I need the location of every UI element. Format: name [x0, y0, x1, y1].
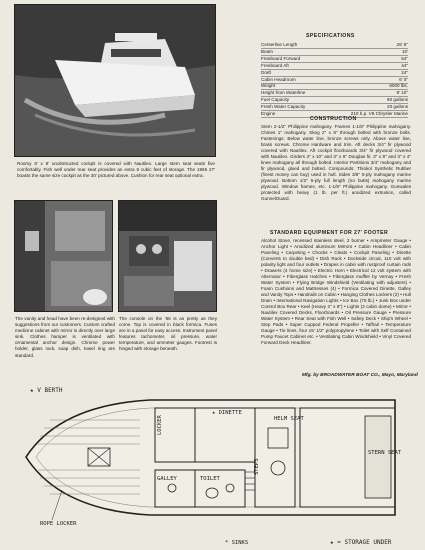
- helm-seat-label: HELM SEAT: [274, 416, 304, 422]
- spec-value: 10': [402, 48, 408, 54]
- spec-value: 60 gallons: [387, 97, 408, 103]
- spec-value: 44": [401, 62, 408, 68]
- steps-label: STEPS: [254, 458, 260, 475]
- spec-value: 6000 lbs.: [389, 83, 408, 89]
- locker-label: LOCKER: [157, 415, 163, 435]
- v-berth-label: ★ V BERTH: [30, 387, 63, 394]
- spec-label: Height from Waterline: [261, 90, 306, 96]
- spec-label: Beam: [261, 48, 274, 54]
- rope-locker-label: ROPE LOCKER: [40, 521, 77, 527]
- equipment-title: STANDARD EQUIPMENT FOR 27' FOOTER: [270, 230, 389, 236]
- sinks-label: * SINKS: [225, 540, 249, 546]
- stern-seat-label: STERN SEAT: [368, 450, 402, 456]
- console-image: [119, 201, 217, 312]
- spec-label: Fresh Water Capacity: [261, 104, 306, 110]
- spec-value: 24": [401, 69, 408, 75]
- photo-console: [118, 200, 217, 312]
- spec-label: Freeboard Forward: [261, 55, 301, 61]
- spec-label: Weight: [261, 83, 276, 89]
- toilet-label: TOILET: [200, 476, 220, 482]
- equipment-text: Alcohol Stove, recessed stainless steel, 2 burner • Ampmeter Gauge • Anchor Light • Anodized aluminum Mirrors • Cabin Headliner • Cabin Paneling • Carpeting • Chocks • Cleats • Cockpit Paneling • Dinette (Converts to double bed) • Dish Rack • Dockside circuit, 110 volt with polarity light and four outlets • Drapes in cabin with rustproof curtain rods • Drawers (4 home size) • Electric Horn • Electrical 12 volt system with Alternator • Fiberglass Hatches • Fiberglass muffler by Vernay • Fresh Water System • Flying Bridge Windshield (Ventilating with adjusters) • Foam Cushions and Mattresses (4) • Formica Covered Dinette, Galley and Vanity Tops • Handrails on Cabin • Hanging Clothes Lockers (2) • Hull Drain • International Navigation Lights • Ice Box (75 lb.) • Junk Box under Control Box Rear • Keel (Heavy 2" x 8") • Lights (3 cabin dome) • Mirror • Nautilex Covered Decks, Floorboards • Oil Pressure Gauge • Pressure Water System • Rear Seat with Fish Well • Safety Deck • Ship's Wheel • Step Pads • Super Cupped Federal Propeller • Taffrail • Temperature Gauge • Tie lines, four 15' 1/2" polypropylene • Toilet with Self Contained Pump Faucet Cabinet etc. • Ventilating Cabin Windshield • Vinyl Covered Forward Deck Headliner.: [261, 238, 411, 345]
- manufacturer-line: Mfg. by BROADWATER BOAT CO., Mayo, Maryland: [302, 373, 418, 378]
- head-caption: The vanity and head have been re-designed with suggestions from our customers. Custom crafted medicine cabinet with mirror is directly over large sink. Clothes hamper is ventilated with ornamental anchor design. Chrome power holder, glass rack, soap dish, towel ring are standard.: [15, 316, 115, 358]
- construction-text: Stem 2-1/2" Philippine mahogany. Frames 1-1/8" Philippine mahogany. Chines 1" mahogany. Skeg 2" x 8" through bolted with bronze bolts. Fastenings: Below water line, bronze screws only. Above water line, brass screws. Chrome Hardware and trim. Aft decks 3/4" fir plywood covered with Nautilex. Aft cockpit floorboards 3/4" fir plywood covered with Nautilex. Girders 3" x 10" and 3" x 6" Douglas fir. 3" x 8" and 3" x 4" knee mahogany all through bolted. Interior Partitions 3/4" mahogany and fir plywood, glued and bolted. Compounds: Thiokol Synthetic Rubber (finest money can buy) used in hull. Sides 3/8" 5-ply mahogany marine plywood. Bottom 1/2" 5-ply full length (no butts) mahogany marine plywood. Window frames, etc. 1-1/8" Philippine mahogany. Gunwales protected with heavy (1 lb. per ft.) anodized extrusion, called GunnelGuard.: [261, 124, 411, 201]
- spec-label: Centerline Length: [261, 42, 298, 47]
- console-caption: The console on the '66 is as pretty as they come. Top is covered in black formica. Fuses are in a panel for easy access. Instrument panel features tachometer, oil pressure, water temperature, and ammeter gauges. Footrest is hinged with storage beneath.: [119, 316, 217, 352]
- spec-value: 210 h.p. V8 Chrysler Marine: [350, 111, 408, 116]
- spec-label: Fuel Capacity: [261, 97, 290, 103]
- dinette-label: ★ DINETTE: [212, 410, 242, 416]
- spec-value: 9' 10": [396, 90, 408, 96]
- photo-head-vanity: [14, 200, 113, 312]
- spec-label: Freeboard Aft: [261, 62, 289, 68]
- spec-value: 54": [401, 55, 408, 61]
- spec-label: Cabin Headroom: [261, 76, 296, 82]
- boat-underway-image: [15, 5, 216, 157]
- stern-seat-block: [365, 416, 391, 498]
- construction-title: CONSTRUCTION: [310, 116, 357, 122]
- galley-label: GALLEY: [157, 476, 177, 482]
- spec-value: 26' 6": [396, 42, 408, 47]
- cockpit-caption: Roomy 8' x 8' unobstructed cockpit is covered with Nautilex. Large stern seat seats five comfortably. Fish well under rear seat provides an extra 8 cubic feet of storage. The 1965 27' boasts the same size cockpit as the 30' pictured above. Cushion for rear seat optional extra.: [17, 161, 215, 179]
- rope-locker-leader: [52, 490, 62, 520]
- storage-legend: ★ = STORAGE UNDER: [330, 539, 392, 546]
- spec-value: 6' 0": [399, 76, 408, 82]
- spec-label: Draft: [261, 69, 271, 75]
- specifications-title: SPECIFICATIONS: [306, 33, 355, 39]
- spec-label: Engine: [261, 111, 276, 116]
- photo-boat-underway: [14, 4, 216, 157]
- head-vanity-image: [15, 201, 113, 312]
- floor-plan: [0, 380, 425, 550]
- spec-value: 20 gallons: [387, 104, 408, 110]
